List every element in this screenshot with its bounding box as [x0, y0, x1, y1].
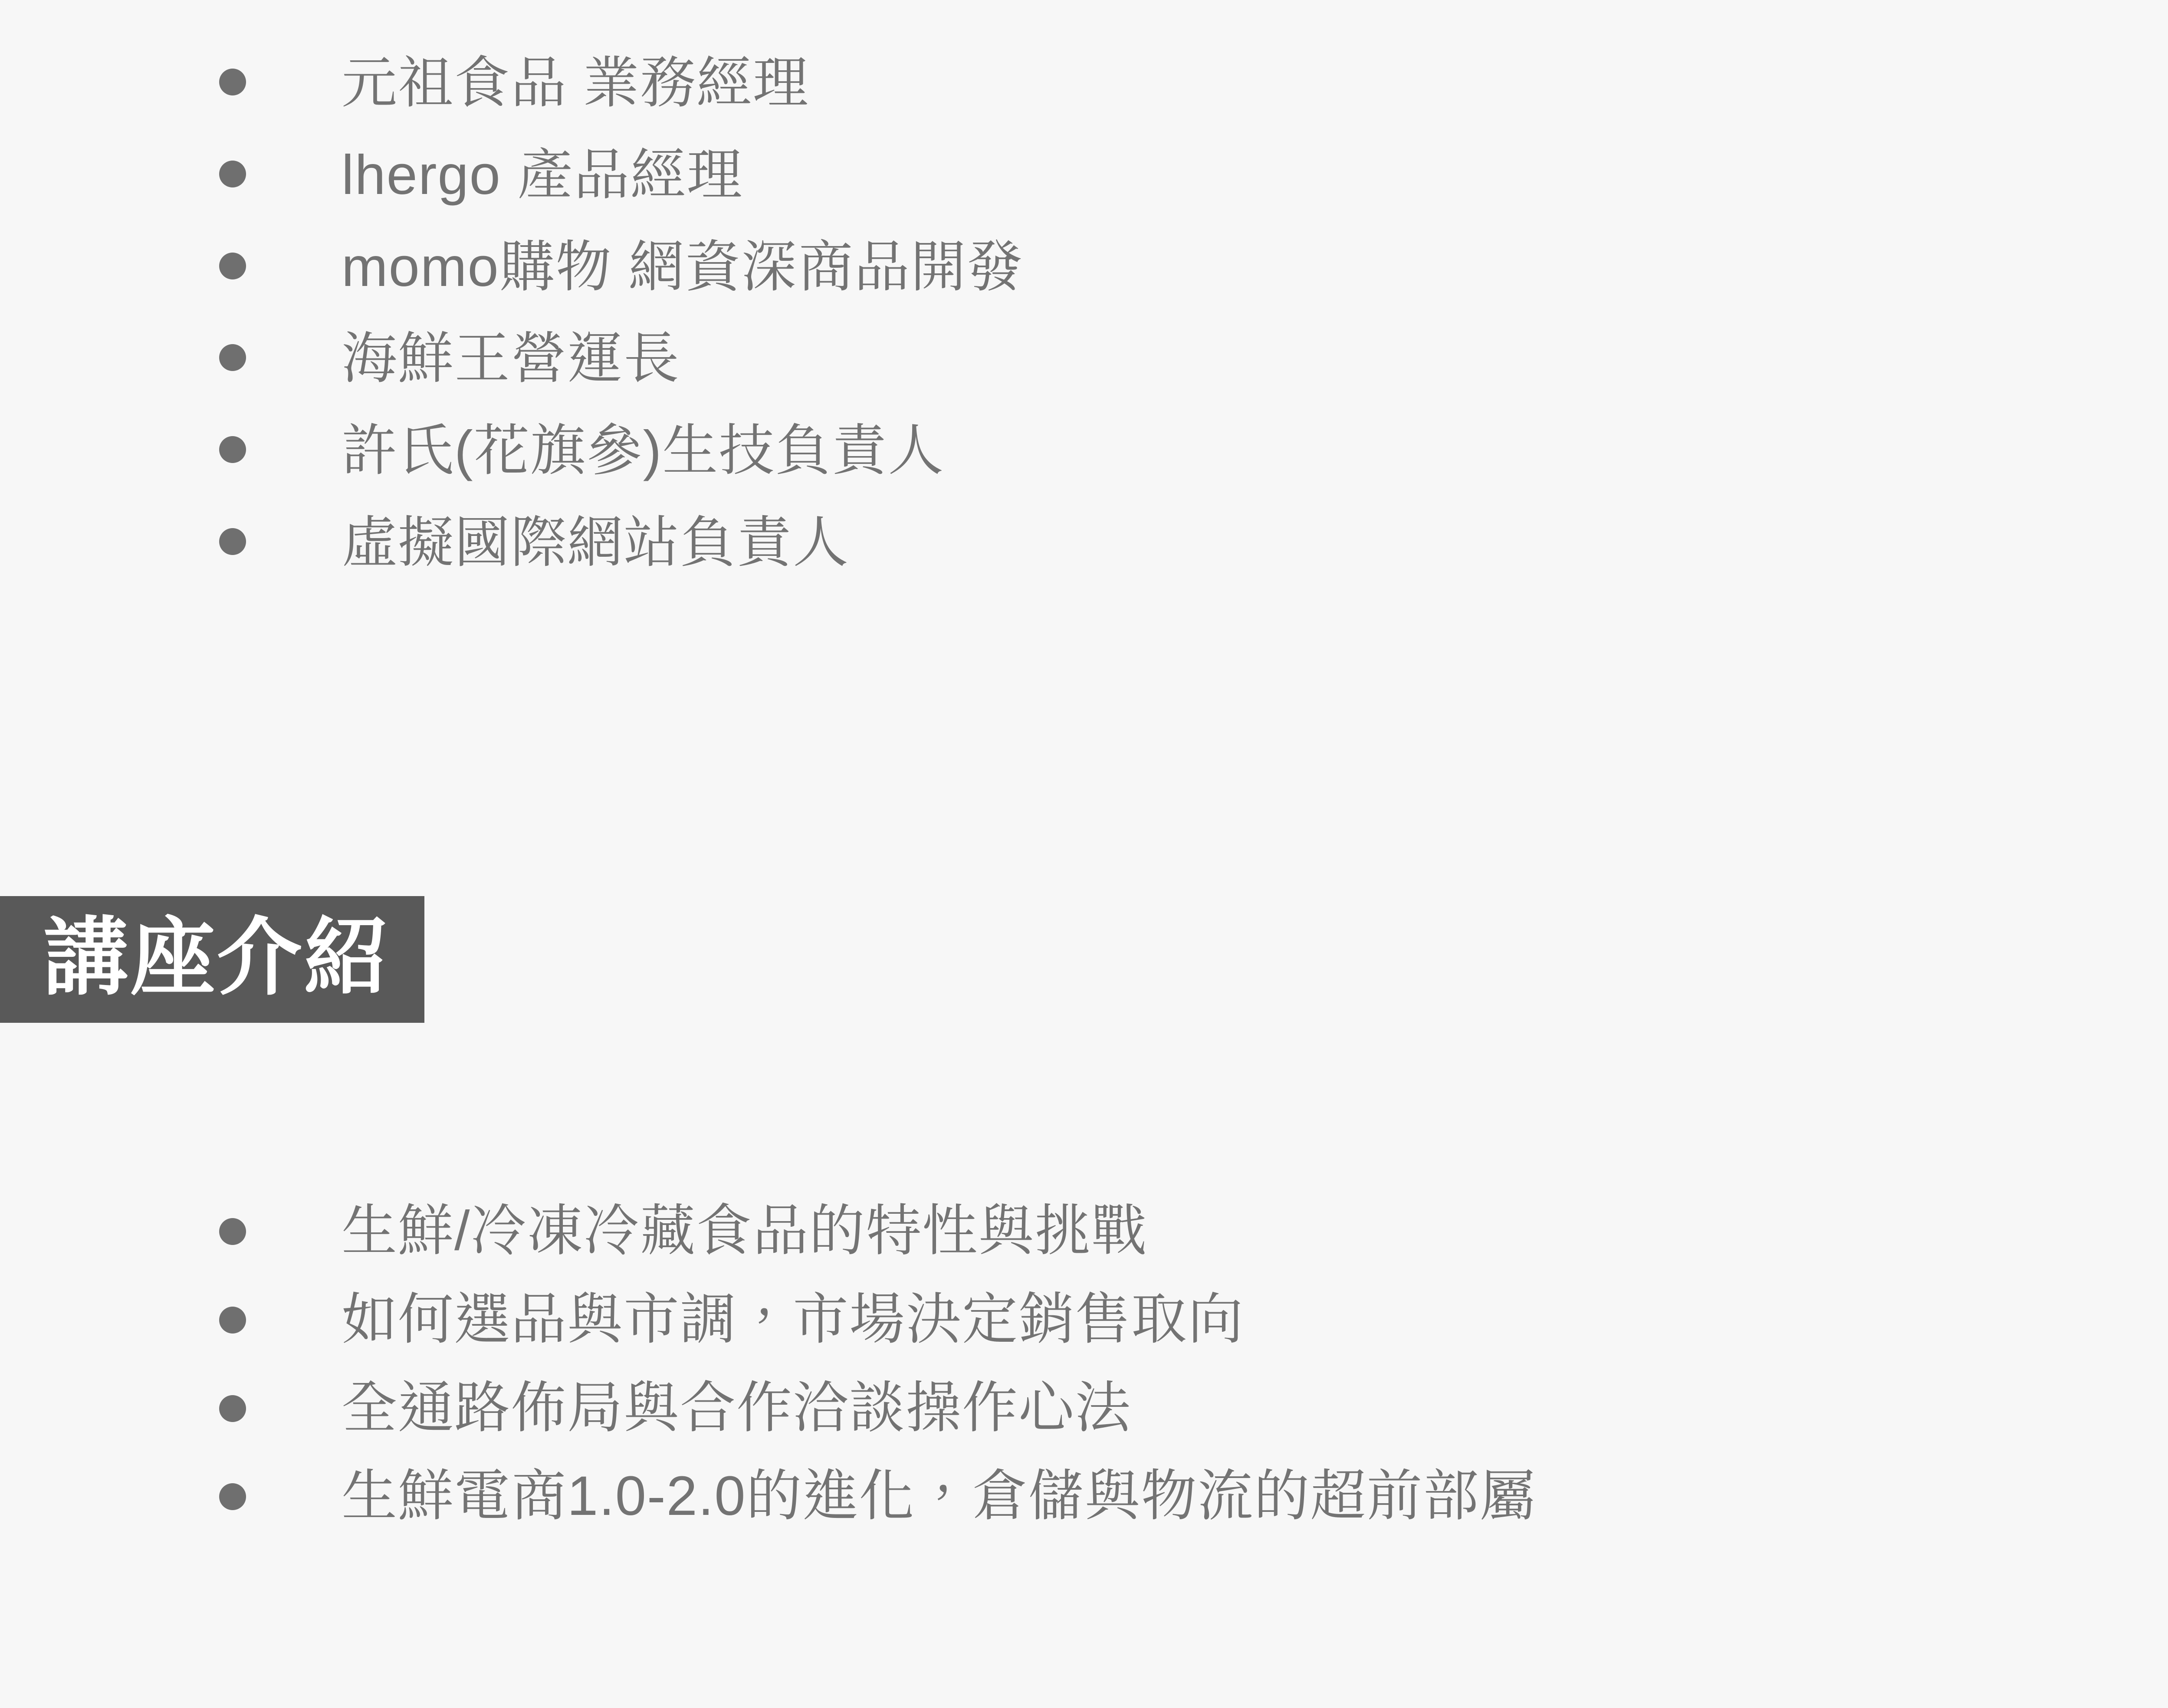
list-item: [219, 140, 2085, 211]
list-item-label: 如何選品與市調，市場決定銷售取向: [342, 1288, 1245, 1350]
list-item-label: momo購物 網資深商品開發: [342, 236, 1024, 298]
bullet-dot-icon: [219, 69, 246, 95]
bullet-list-top: [219, 48, 2085, 578]
list-item: [219, 1196, 2129, 1267]
bullet-dot-icon: [219, 161, 246, 187]
section-heading-banner: [0, 896, 424, 1023]
list-item-label: 全通路佈局與合作洽談操作心法: [342, 1376, 1132, 1439]
list-item: [219, 507, 2085, 578]
bullet-dot-icon: [219, 1483, 246, 1510]
bullet-dot-icon: [219, 528, 246, 555]
bullet-dot-icon: [219, 344, 246, 371]
bullet-dot-icon: [219, 1395, 246, 1422]
list-item: [219, 1284, 2129, 1355]
bullet-dot-icon: [219, 436, 246, 463]
bullet-list-bottom: [219, 1196, 2129, 1532]
list-item-label: lhergo 產品經理: [342, 144, 743, 206]
list-item-label: 生鮮電商1.0-2.0的進化，倉儲與物流的超前部屬: [342, 1465, 1536, 1527]
list-item: [219, 1373, 2129, 1444]
bullet-dot-icon: [219, 253, 246, 279]
list-item-label: 元祖食品 業務經理: [342, 52, 809, 114]
list-item: [219, 1461, 2129, 1532]
list-item: [219, 323, 2085, 394]
list-item-label: 生鮮/冷凍冷藏食品的特性與挑戰: [342, 1200, 1148, 1262]
list-item: [219, 415, 2085, 486]
bullet-dot-icon: [219, 1307, 246, 1334]
list-item-label: 海鮮王營運長: [342, 328, 680, 390]
section-heading-title: 講座介紹: [43, 910, 391, 1005]
list-item: [219, 232, 2085, 303]
list-item-label: 虛擬國際網站負責人: [342, 512, 850, 574]
bullet-dot-icon: [219, 1218, 246, 1245]
list-item-label: 許氏(花旗參)生技負責人: [342, 420, 945, 482]
lecture-topics-list: [219, 1196, 2129, 1549]
list-item: [219, 48, 2085, 119]
speaker-credentials-list: [219, 48, 2085, 599]
